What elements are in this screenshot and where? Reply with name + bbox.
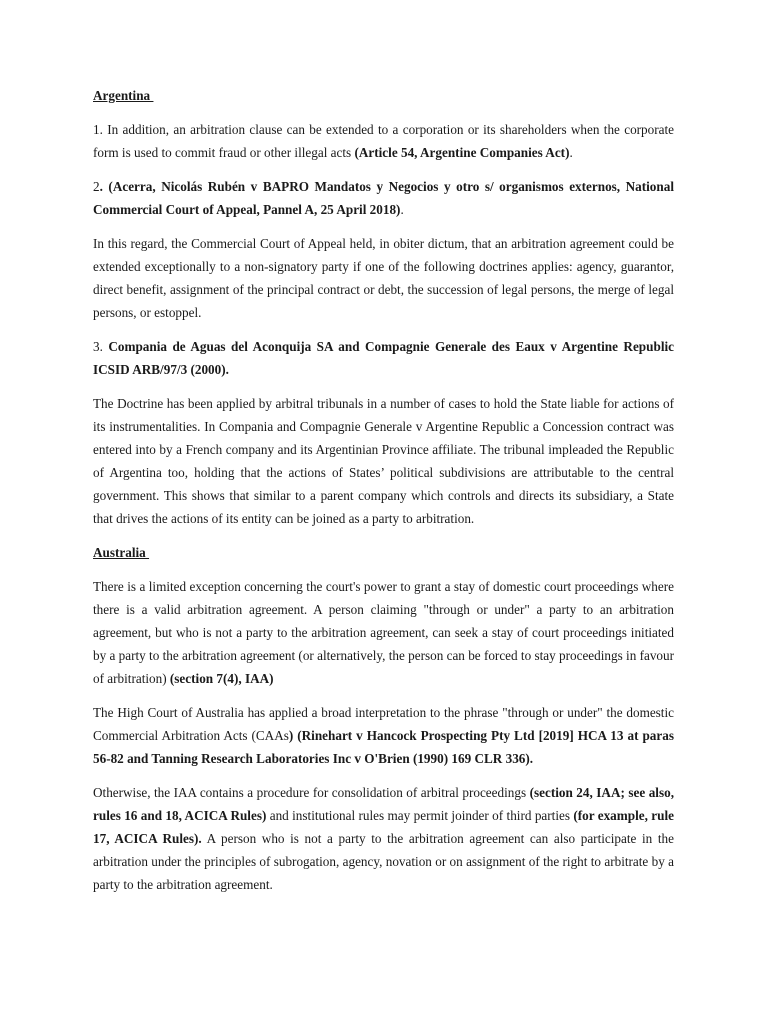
- citation: (for example, rule 17, ACICA Rules).: [93, 808, 674, 846]
- heading-argentina: Argentina: [93, 88, 154, 103]
- punctuation: .: [400, 202, 404, 217]
- document-page: [93, 84, 674, 907]
- item-number: 3.: [93, 339, 109, 354]
- punctuation: .: [569, 145, 573, 160]
- paragraph-text: and institutional rules may permit joinder of third parties: [266, 808, 574, 823]
- paragraph-argentina-4: [93, 335, 674, 381]
- citation: . (Acerra, Nicolás Rubén v BAPRO Mandatos y Negocios y otro s/ organismos externos, National Commercial Court of Appeal, Pannel A, 25 April 2018): [93, 179, 674, 217]
- heading-australia: Australia: [93, 545, 150, 560]
- paragraph-text: In addition, an arbitration clause can be extended to a corporation or its shareholders when the corporate form is used to commit fraud or other illegal acts: [93, 122, 675, 160]
- paragraph-argentina-5: The Doctrine has been applied by arbitral tribunals in a number of cases to hold the State liable for actions of its instrumentalities. In Compania and Compagnie Generale v Argentine Republic a Concession contract was entered into by a French company and its Argentinian Province affiliate. The tribunal impleaded the Republic of Argentina too, holding that the actions of States’ political subdivisions are attributable to the central government. This shows that similar to a parent company which controls and directs its subsidiary, a State that drives the actions of its entity can be joined as a party to arbitration.: [93, 396, 674, 526]
- paragraph-argentina-3: In this regard, the Commercial Court of Appeal held, in obiter dictum, that an arbitration agreement could be extended exceptionally to a non-signatory party if one of the following doctrines applies: agency, guarantor, direct benefit, assignment of the principal contract or debt, the succession of legal persons, the merge of legal persons, or estoppel.: [93, 236, 674, 320]
- paragraph-argentina-1: [93, 118, 674, 164]
- item-number: 2: [93, 179, 100, 194]
- paragraph-text: Otherwise, the IAA contains a procedure for consolidation of arbitral proceedings: [93, 785, 530, 800]
- paragraph-australia-3: [93, 781, 674, 896]
- citation: ) (Rinehart v Hancock Prospecting Pty Ltd [2019] HCA 13 at paras 56-82 and Tanning Research Laboratories Inc v O'Brien (1990) 169 CLR 336).: [93, 728, 674, 766]
- citation: Compania de Aguas del Aconquija SA and Compagnie Generale des Eaux v Argentine Republic ICSID ARB/97/3 (2000).: [93, 339, 674, 377]
- citation: (section 24, IAA; see also, rules 16 and 18, ACICA Rules): [93, 785, 674, 823]
- paragraph-australia-2: [93, 701, 674, 770]
- citation: (section 7(4), IAA): [169, 671, 274, 686]
- paragraph-text: The High Court of Australia has applied a broad interpretation to the phrase "through or under" the domestic Commercial Arbitration Acts (CAAs: [93, 705, 674, 743]
- paragraph-text: There is a limited exception concerning the court's power to grant a stay of domestic court proceedings where there is a valid arbitration agreement. A person claiming "through or under" a party to an arbitration agreement, but who is not a party to the arbitration agreement, can seek a stay of court proceedings initiated by a party to the arbitration agreement (or alternatively, the person can be forced to stay proceedings in favour of arbitration): [93, 579, 674, 686]
- citation: (Article 54, Argentine Companies Act): [354, 145, 570, 160]
- paragraph-australia-1: [93, 575, 674, 690]
- paragraph-argentina-2: [93, 175, 674, 221]
- paragraph-text: A person who is not a party to the arbitration agreement can also participate in the arbitration under the principles of subrogation, agency, novation or on assignment of the right to arbitrate by a party to the arbitration agreement.: [93, 831, 674, 892]
- item-number: 1.: [93, 122, 108, 137]
